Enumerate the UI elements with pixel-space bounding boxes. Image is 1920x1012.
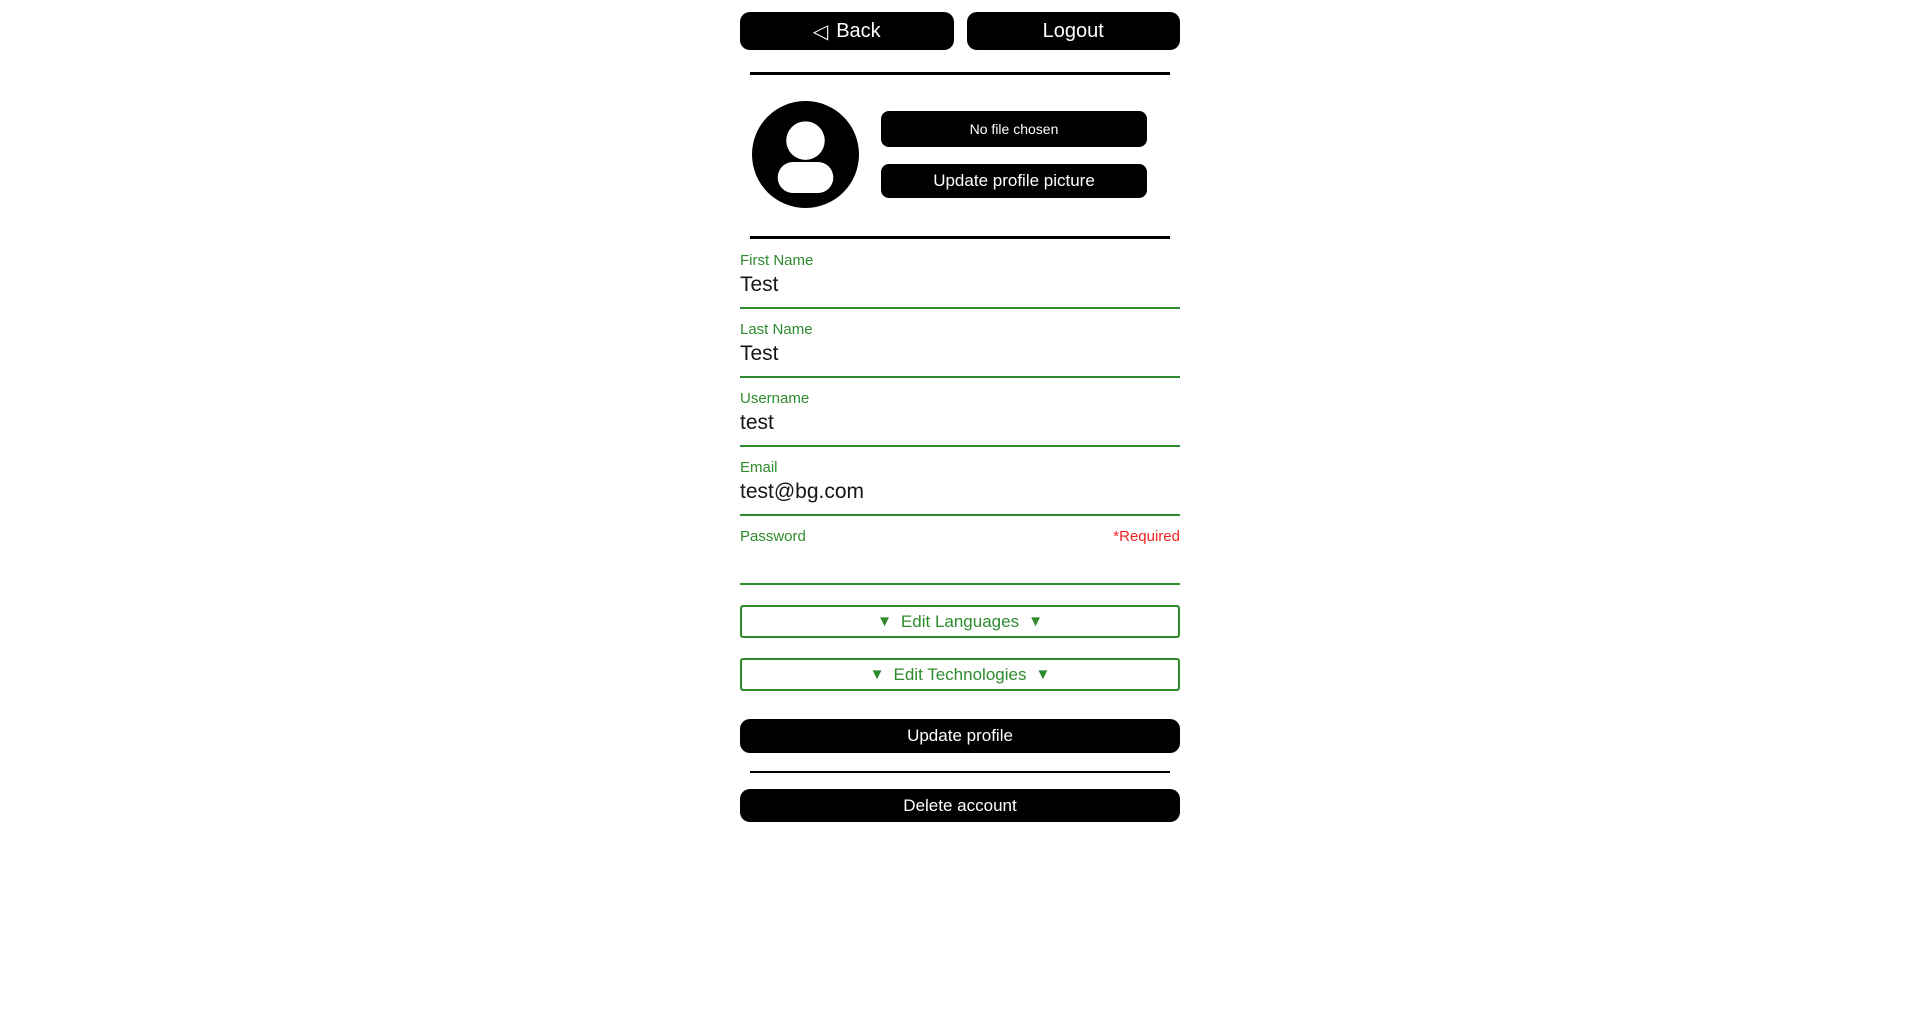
person-circle-icon (752, 101, 859, 208)
logout-button[interactable] (967, 12, 1181, 50)
profile-form (740, 252, 1180, 753)
back-button-label: Back (836, 19, 881, 42)
divider (750, 771, 1170, 773)
update-profile-button[interactable] (740, 719, 1180, 753)
profile-page (740, 0, 1180, 822)
caret-down-icon: ▼ (869, 666, 885, 683)
divider (750, 236, 1170, 239)
last-name-field (740, 321, 1180, 378)
last-name-input[interactable] (740, 339, 1180, 378)
update-profile-label: Update profile (907, 726, 1013, 745)
divider (750, 72, 1170, 75)
username-field (740, 390, 1180, 447)
caret-down-icon: ▼ (877, 613, 892, 630)
email-input[interactable] (740, 477, 1180, 516)
edit-technologies-label: Edit Technologies (893, 664, 1027, 684)
caret-down-icon: ▼ (1035, 666, 1051, 683)
first-name-input[interactable] (740, 270, 1180, 309)
username-label: Username (740, 390, 810, 407)
email-field (740, 459, 1180, 516)
file-input-label: No file chosen (969, 121, 1059, 137)
update-picture-label: Update profile picture (933, 171, 1095, 190)
edit-technologies-button[interactable] (740, 658, 1180, 691)
first-name-label: First Name (740, 252, 814, 269)
back-arrow-icon: ◁ (812, 20, 829, 43)
required-note: *Required (1113, 528, 1180, 545)
edit-languages-label: Edit Languages (900, 611, 1020, 631)
password-label: Password (740, 528, 806, 545)
last-name-label: Last Name (740, 321, 813, 338)
profile-picture-section (740, 101, 1180, 208)
top-bar (740, 12, 1180, 50)
delete-account-label: Delete account (903, 795, 1017, 815)
password-field (740, 528, 1180, 585)
file-input[interactable] (881, 111, 1147, 147)
email-label: Email (740, 459, 778, 476)
first-name-field (740, 252, 1180, 309)
edit-languages-button[interactable] (740, 605, 1180, 638)
picture-buttons (881, 111, 1147, 198)
username-input[interactable] (740, 408, 1180, 447)
password-input[interactable] (740, 546, 1180, 585)
update-picture-button[interactable] (881, 164, 1147, 198)
back-button[interactable] (740, 12, 954, 50)
logout-button-label: Logout (1042, 19, 1104, 42)
caret-down-icon: ▼ (1028, 613, 1043, 630)
delete-account-button[interactable] (740, 789, 1180, 822)
